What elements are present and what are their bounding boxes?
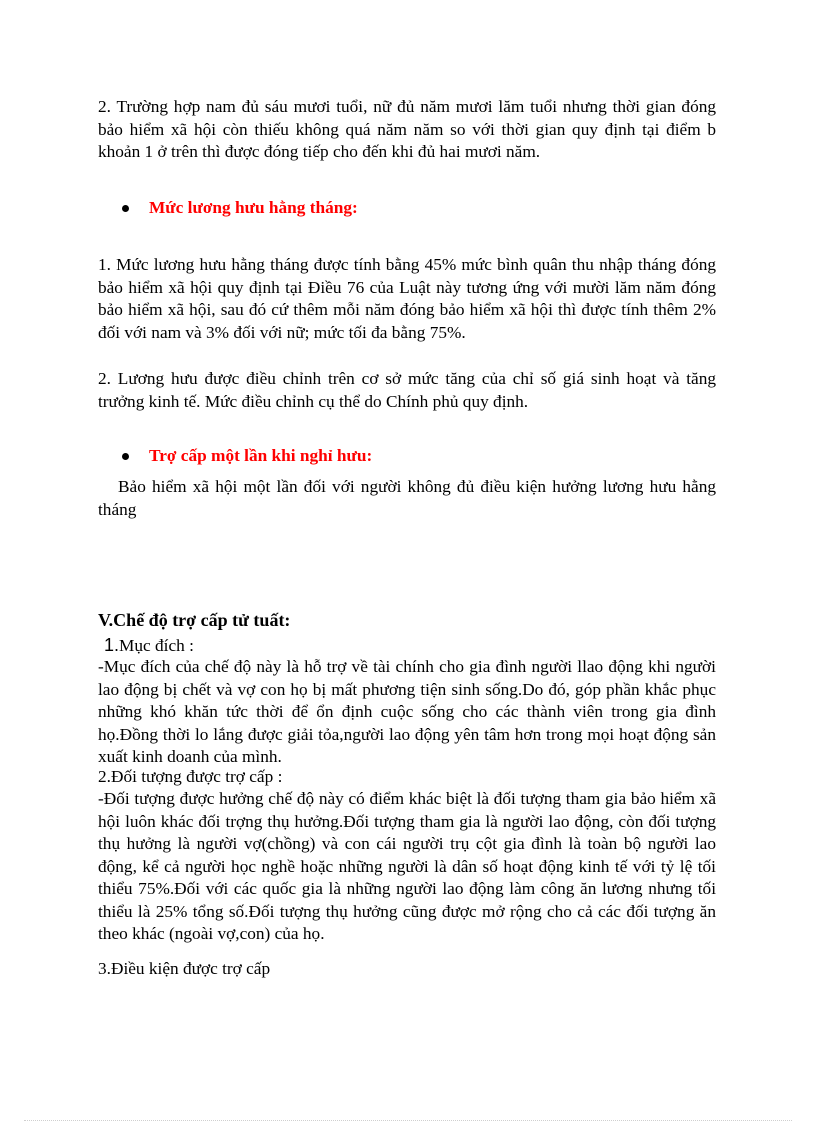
bullet-monthly-pension [122, 196, 358, 220]
purpose-paragraph: -Mục đích của chế độ này là hỗ trợ về tài chính cho gia đình người llao động khi người lao động bị chết và vợ con họ bị mất phương tiện sinh sống.Do đó, góp phần khắc phục những khó khăn tức thời để ổn định cuộc sống cho các thành viên trong gia đình họ.Đồng thời lo lắng được giải tỏa,người lao động yên tâm hơn trong mọi hoạt động sản xuất kinh doanh của mình. [98, 657, 716, 766]
page-bottom-divider [24, 1120, 792, 1121]
purpose-label: Mục đích : [119, 636, 194, 655]
bullet-dot-icon [122, 453, 129, 460]
condition-heading: 3.Điều kiện được trợ cấp [98, 959, 271, 978]
monthly-pension-paragraph-2: 2. Lương hưu được điều chỉnh trên cơ sở mức tăng của chỉ số giá sinh hoạt và tăng trưởng kinh tế. Mức điều chỉnh cụ thể do Chính phủ quy định. [98, 369, 716, 411]
section-v-title: V.Chế độ trợ cấp tử tuất: [98, 610, 291, 630]
purpose-number: 1. [104, 635, 120, 655]
monthly-pension-paragraph-1: 1. Mức lương hưu hằng tháng được tính bằng 45% mức bình quân thu nhập tháng đóng bảo hiểm xã hội quy định tại Điều 76 của Luật này tương ứng với mười lăm năm đóng bảo hiểm xã hội, sau đó cứ thêm mỗi năm đóng bảo hiểm xã hội thì được tính thêm 2% đối với nam và 3% đối với nữ; mức tối đa bằng 75%. [98, 255, 716, 342]
beneficiary-paragraph: -Đối tượng được hưởng chế độ này có điểm khác biệt là đối tượng tham gia bảo hiểm xã hội luôn khác đối trợng thụ hưởng.Đối tượng tham gia là người lao động, còn đối tượng thụ hưởng là người vợ(chồng) và con cái người trụ cột gia đình là toàn bộ người lao động, kể cả người học nghề hoặc những người là dân số hoạt động kinh tế với tỷ lệ tối thiểu 75%.Đối với các quốc gia là những người lao động làm công ăn lương nhưng tối thiểu là 25% tổng số.Đối tượng thụ hưởng cũng được mở rộng cho cả các đối tượng ăn theo khác (ngoài vợ,con) của họ. [98, 789, 716, 943]
lump-sum-paragraph: Bảo hiểm xã hội một lần đối với người không đủ điều kiện hưởng lương hưu hằng tháng [98, 477, 716, 519]
bullet-lump-sum [122, 444, 372, 468]
bullet-dot-icon [122, 205, 129, 212]
heading-monthly-pension: Mức lương hưu hằng tháng: [149, 198, 358, 217]
beneficiary-heading: 2.Đối tượng được trợ cấp : [98, 767, 283, 786]
retirement-paragraph-2: 2. Trường hợp nam đủ sáu mươi tuổi, nữ đủ năm mươi lăm tuổi nhưng thời gian đóng bảo hiểm xã hội còn thiếu không quá năm năm so với thời gian quy định tại điểm b khoản 1 ở trên thì được đóng tiếp cho đến khi đủ hai mươi năm. [98, 97, 716, 161]
purpose-heading [104, 634, 722, 658]
heading-lump-sum: Trợ cấp một lần khi nghỉ hưu: [149, 446, 373, 465]
